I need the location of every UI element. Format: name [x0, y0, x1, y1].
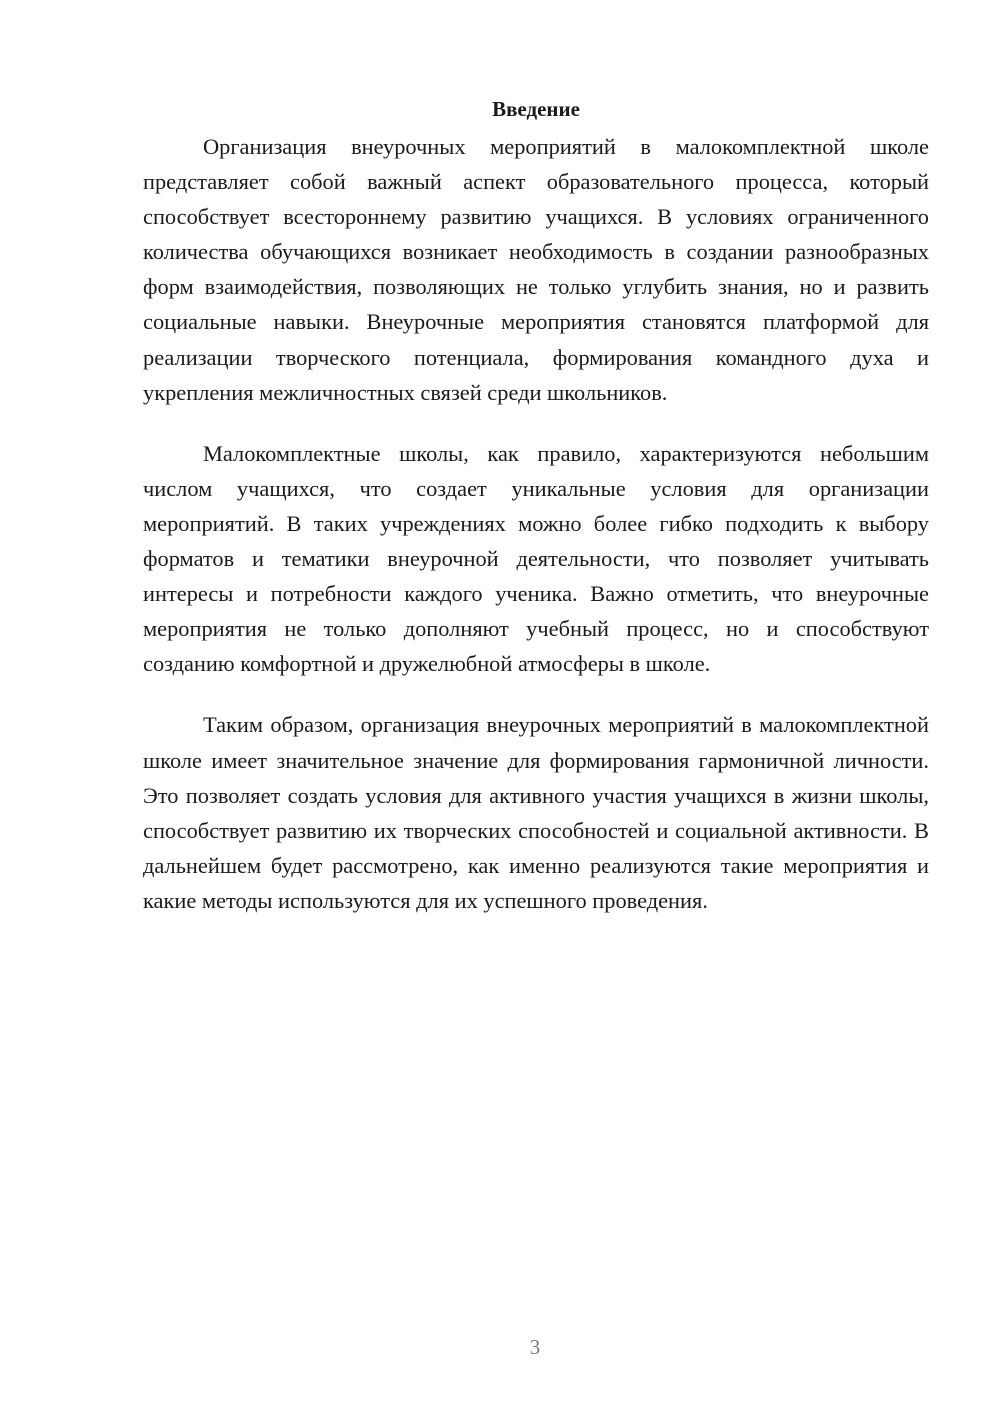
paragraph-3: Таким образом, организация внеурочных мероприятий в малокомплектной школе имеет значительное значение для формирования гармоничной личности. Это позволяет создать условия для активного участия учащихся в жизни школы, способствует развитию их творческих способностей и социальной активности. В дальнейшем будет рассмотрено, как именно реализуются такие мероприятия и какие методы используются для их успешного проведения.	[143, 712, 929, 913]
page-content	[143, 92, 929, 918]
page-title: Введение	[492, 97, 580, 121]
paragraph-1: Организация внеурочных мероприятий в малокомплектной школе представляет собой важный аспект образовательного процесса, который способствует всестороннему развитию учащихся. В условиях ограниченного количества обучающихся возникает необходимость в создании разнообразных форм взаимодействия, позволяющих не только углубить знания, но и развить социальные навыки. Внеурочные мероприятия становятся платформой для реализации творческого потенциала, формирования командного духа и укрепления межличностных связей среди школьников.	[143, 134, 929, 405]
paragraph-2: Малокомплектные школы, как правило, характеризуются небольшим числом учащихся, что создает уникальные условия для организации мероприятий. В таких учреждениях можно более гибко подходить к выбору форматов и тематики внеурочной деятельности, что позволяет учитывать интересы и потребности каждого ученика. Важно отметить, что внеурочные мероприятия не только дополняют учебный процесс, но и способствуют созданию комфортной и дружелюбной атмосферы в школе.	[143, 440, 929, 677]
page-number: 3	[529, 1335, 541, 1359]
